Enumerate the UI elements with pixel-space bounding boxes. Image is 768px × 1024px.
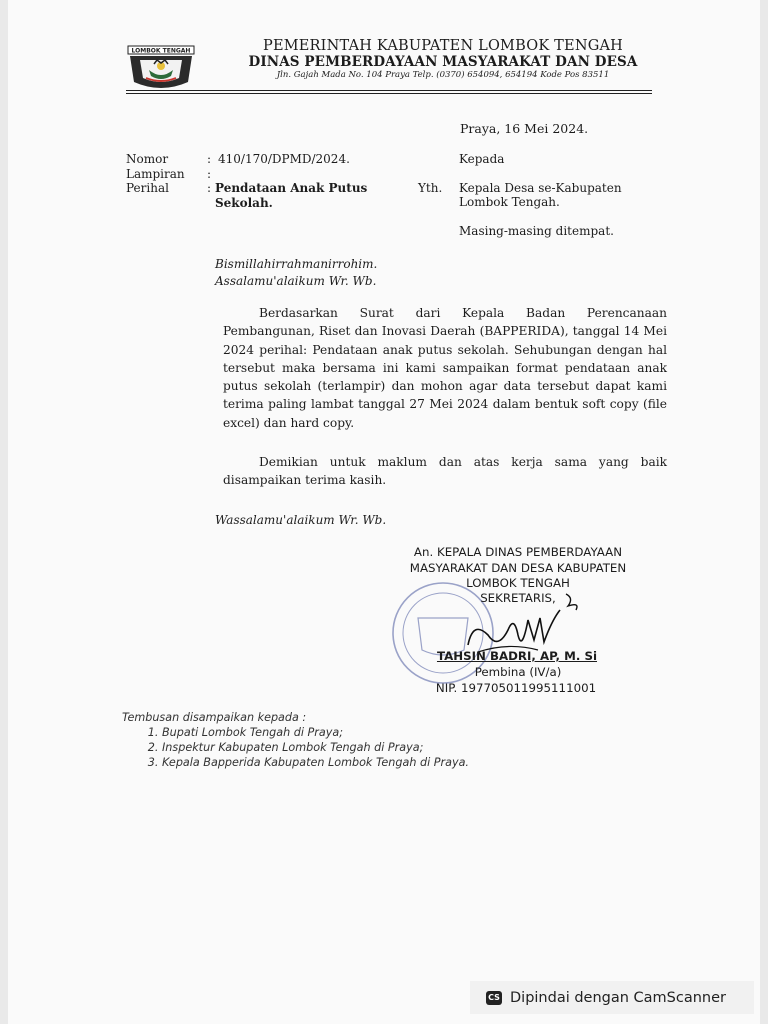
lampiran-label: Lampiran <box>126 167 185 181</box>
letter-page <box>8 0 760 1024</box>
logo-label: LOMBOK TENGAH <box>131 47 191 55</box>
closing-salam: Wassalamu'alaikum Wr. Wb. <box>215 513 387 527</box>
tembusan-item: 3. Kepala Bapperida Kabupaten Lombok Tengah di Praya. <box>162 755 469 770</box>
tembusan-list <box>122 725 469 770</box>
letterhead-agency: DINAS PEMBERDAYAAN MASYARAKAT DAN DESA <box>248 54 638 70</box>
lampiran-colon: : <box>207 167 212 181</box>
signatory-rank: Pembina (IV/a) <box>474 665 562 679</box>
nomor-label: Nomor <box>126 152 169 166</box>
body-paragraph-2: Demikian untuk maklum dan atas kerja sama yang baik disampaikan terima kasih. <box>223 455 667 488</box>
recipient-line-3: Masing-masing ditempat. <box>459 224 614 238</box>
tembusan-block <box>122 710 469 770</box>
yth-label: Yth. <box>418 181 443 195</box>
perihal-colon: : <box>207 181 212 195</box>
greeting-salam: Assalamu'alaikum Wr. Wb. <box>215 274 377 288</box>
signature-title-3: LOMBOK TENGAH <box>466 576 570 590</box>
date-place: Praya, 16 Mei 2024. <box>460 121 589 136</box>
regency-logo <box>126 44 196 94</box>
greeting-bismillah: Bismillahirrahmanirrohim. <box>215 257 378 271</box>
perihal-label: Perihal <box>126 181 169 195</box>
camscanner-icon: CS <box>486 991 502 1005</box>
signatory-name: TAHSIN BADRI, AP, M. Si <box>436 649 598 663</box>
nomor-value: 410/170/DPMD/2024. <box>218 152 350 166</box>
camscanner-text: Dipindai dengan CamScanner <box>510 989 727 1006</box>
tembusan-item: 1. Bupati Lombok Tengah di Praya; <box>162 725 469 740</box>
perihal-value-2: Sekolah. <box>215 196 273 210</box>
letterhead-rule-thin <box>126 93 652 94</box>
tembusan-title: Tembusan disampaikan kepada : <box>122 711 307 724</box>
signature-title-1: An. KEPALA DINAS PEMBERDAYAAN <box>413 545 623 559</box>
recipient-line-2: Lombok Tengah. <box>459 195 560 209</box>
letterhead-government: PEMERINTAH KABUPATEN LOMBOK TENGAH <box>262 38 624 54</box>
signature-role: SEKRETARIS, <box>480 591 556 605</box>
letterhead-rule <box>126 90 652 91</box>
recipient-line-1: Kepala Desa se-Kabupaten <box>459 181 622 195</box>
signatory-nip: NIP. 197705011995111001 <box>435 681 597 695</box>
tembusan-item: 2. Inspektur Kabupaten Lombok Tengah di Praya; <box>162 740 469 755</box>
perihal-value-1: Pendataan Anak Putus <box>215 181 368 195</box>
kepada-label: Kepada <box>459 152 505 166</box>
signature-title-2: MASYARAKAT DAN DESA KABUPATEN <box>409 561 627 575</box>
letterhead-address: Jln. Gajah Mada No. 104 Praya Telp. (0370) 654094, 654194 Kode Pos 83511 <box>276 70 610 80</box>
nomor-colon: : <box>207 152 212 166</box>
body-paragraph-1: Berdasarkan Surat dari Kepala Badan Perencanaan Pembangunan, Riset dan Inovasi Daerah (BAPPERIDA), tanggal 14 Mei 2024 perihal: Pendataan anak putus sekolah. Sehubungan dengan hal tersebut maka bersama ini kami sampaikan format pendataan anak putus sekolah (terlampir) dan mohon agar data tersebut dapat kami terima paling lambat tanggal 27 Mei 2024 dalam bentuk soft copy (file excel) dan hard copy. <box>223 306 667 430</box>
camscanner-badge <box>470 981 754 1014</box>
